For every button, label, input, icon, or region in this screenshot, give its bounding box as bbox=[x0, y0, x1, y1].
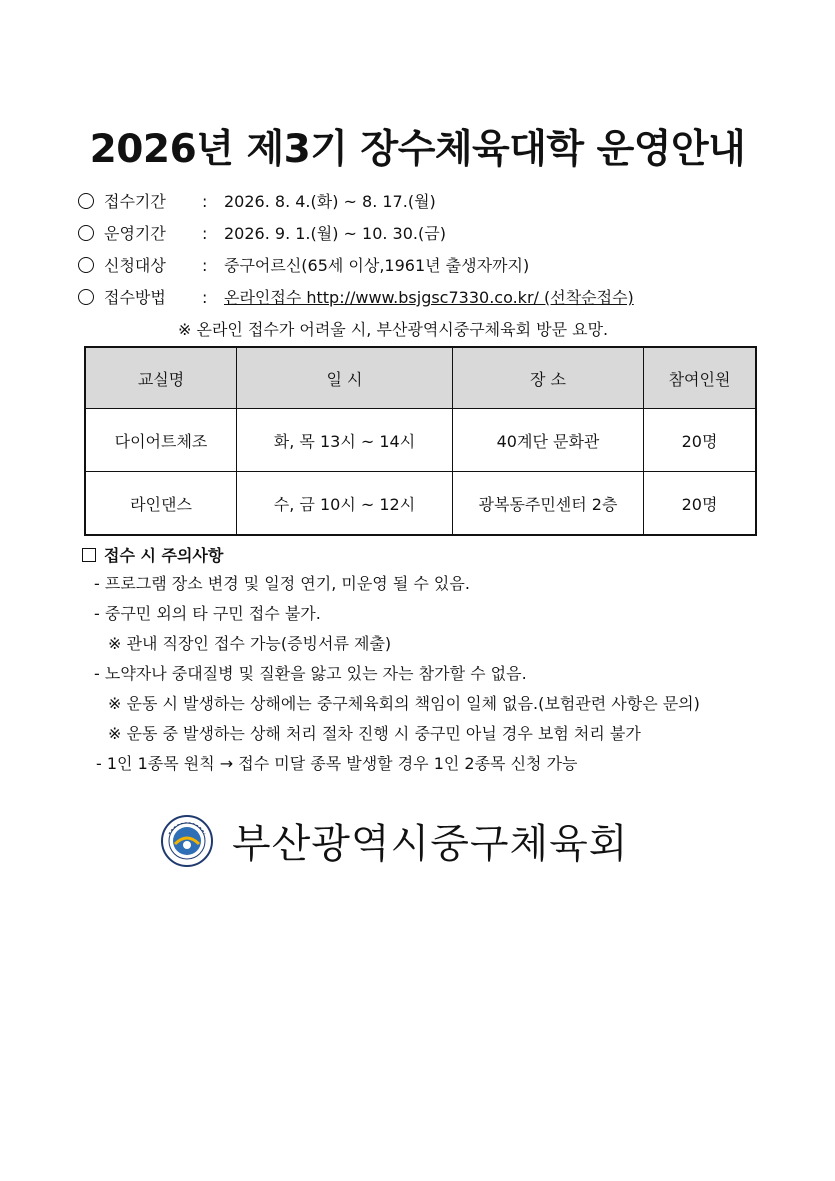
caution-line: - 노약자나 중대질병 및 질환을 앓고 있는 자는 참가할 수 없음. bbox=[94, 664, 527, 683]
caution-line: - 중구민 외의 타 구민 접수 불가. bbox=[94, 604, 321, 623]
caution-note: ※ 관내 직장인 접수 가능(증빙서류 제출) bbox=[108, 634, 392, 653]
info-value: 2026. 8. 4.(화) ~ 8. 17.(월) bbox=[224, 192, 436, 211]
circle-bullet-icon bbox=[78, 289, 94, 305]
sports-council-emblem-icon bbox=[160, 814, 214, 868]
info-label: 운영기간 bbox=[104, 224, 166, 243]
info-section bbox=[78, 190, 634, 350]
table-row bbox=[85, 472, 756, 536]
circle-bullet-icon bbox=[78, 257, 94, 273]
schedule-table bbox=[84, 346, 757, 536]
header-location: 장 소 bbox=[453, 347, 644, 409]
caution-heading-text: 접수 시 주의사항 bbox=[104, 546, 224, 565]
caution-line: - 프로그램 장소 변경 및 일정 연기, 미운영 될 수 있음. bbox=[94, 574, 470, 593]
info-label: 신청대상 bbox=[104, 256, 166, 275]
info-label: 접수기간 bbox=[104, 192, 166, 211]
caution-note: ※ 운동 시 발생하는 상해에는 중구체육회의 책임이 일체 없음.(보험관련 사항은 문의) bbox=[108, 694, 700, 713]
info-colon: : bbox=[202, 256, 208, 275]
table-header-row bbox=[85, 347, 756, 409]
caution-heading bbox=[82, 543, 700, 569]
info-value: 중구어르신(65세 이상,1961년 출생자까지) bbox=[224, 256, 530, 275]
header-class-name: 교실명 bbox=[85, 347, 237, 409]
info-row-eligibility bbox=[78, 254, 634, 286]
organization-name: 부산광역시중구체육회 bbox=[232, 821, 629, 867]
footer bbox=[160, 812, 628, 869]
page-title: 2026년 제3기 장수체육대학 운영안내 bbox=[89, 127, 746, 172]
cell-location: 40계단 문화관 bbox=[453, 409, 644, 472]
square-bullet-icon bbox=[82, 548, 96, 562]
info-label: 접수방법 bbox=[104, 288, 166, 307]
info-row-operation-period bbox=[78, 222, 634, 254]
info-row-reception-period bbox=[78, 190, 634, 222]
cell-datetime: 화, 목 13시 ~ 14시 bbox=[237, 409, 453, 472]
info-colon: : bbox=[202, 288, 208, 307]
caution-section bbox=[82, 543, 700, 779]
cell-location: 광복동주민센터 2층 bbox=[453, 472, 644, 536]
info-value: 2026. 9. 1.(월) ~ 10. 30.(금) bbox=[224, 224, 446, 243]
caution-line: - 1인 1종목 원칙 → 접수 미달 종목 발생할 경우 1인 2종목 신청 가능 bbox=[96, 754, 578, 773]
table-row bbox=[85, 409, 756, 472]
cell-capacity: 20명 bbox=[644, 472, 757, 536]
cell-class-name: 다이어트체조 bbox=[85, 409, 237, 472]
header-datetime: 일 시 bbox=[237, 347, 453, 409]
cell-class-name: 라인댄스 bbox=[85, 472, 237, 536]
circle-bullet-icon bbox=[78, 193, 94, 209]
header-capacity: 참여인원 bbox=[644, 347, 757, 409]
cell-datetime: 수, 금 10시 ~ 12시 bbox=[237, 472, 453, 536]
info-colon: : bbox=[202, 192, 208, 211]
circle-bullet-icon bbox=[78, 225, 94, 241]
info-note: ※ 온라인 접수가 어려울 시, 부산광역시중구체육회 방문 요망. bbox=[178, 320, 609, 339]
cell-capacity: 20명 bbox=[644, 409, 757, 472]
online-application-link[interactable]: 온라인접수 http://www.bsjgsc7330.co.kr/ (선착순접수) bbox=[224, 288, 634, 307]
info-colon: : bbox=[202, 224, 208, 243]
caution-note: ※ 운동 중 발생하는 상해 처리 절차 진행 시 중구민 아닐 경우 보험 처리 불가 bbox=[108, 724, 641, 743]
info-row-application-method bbox=[78, 286, 634, 318]
